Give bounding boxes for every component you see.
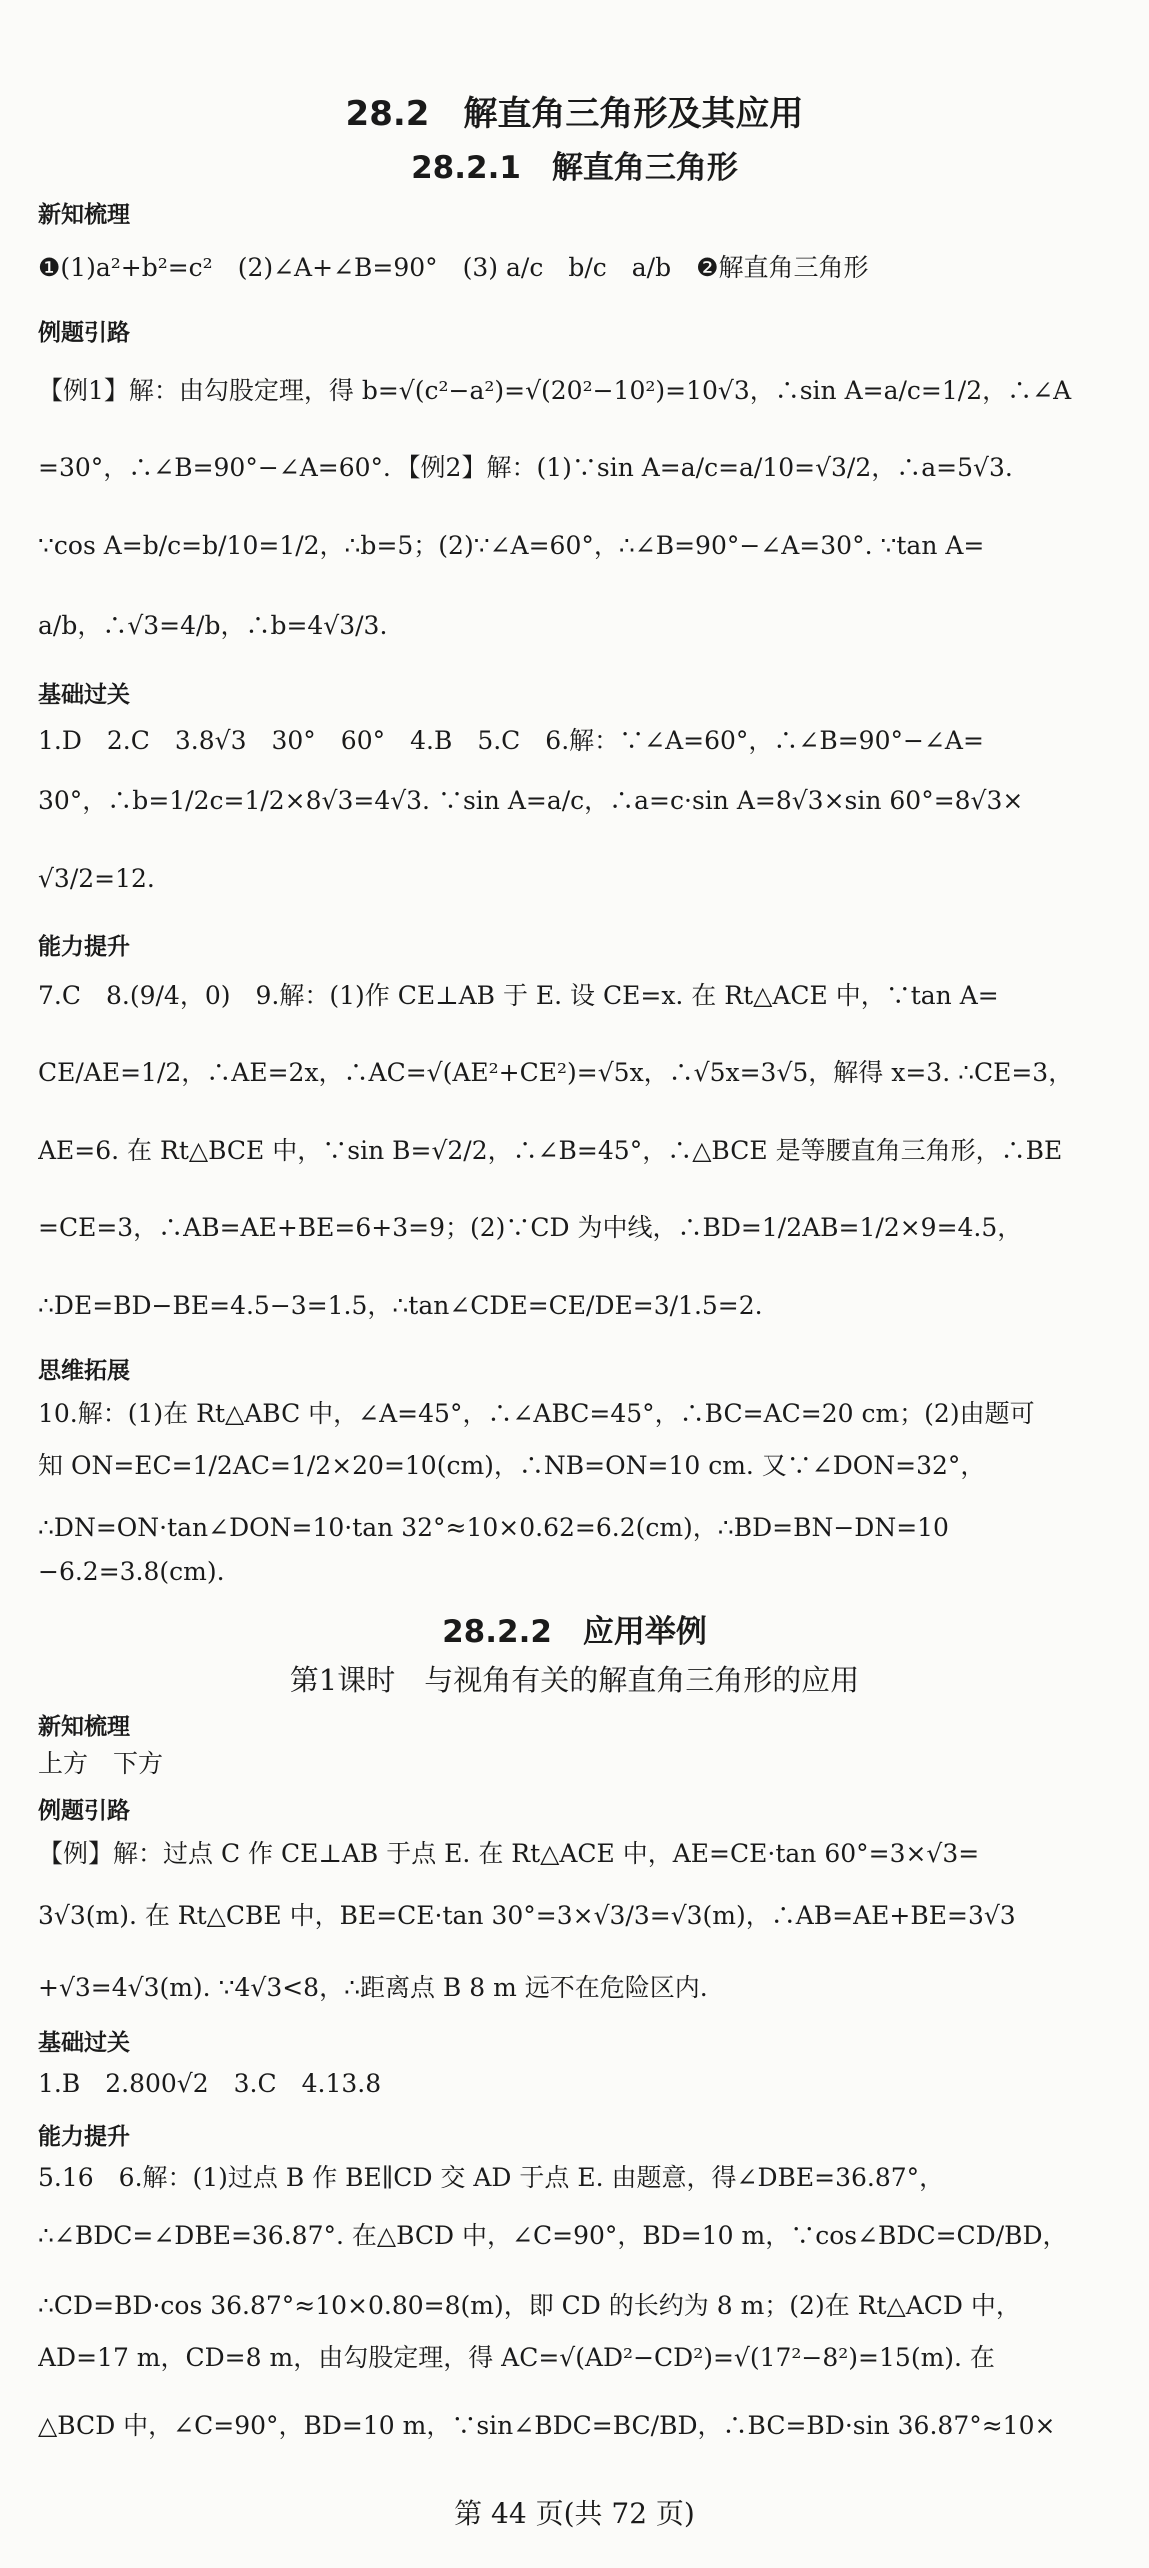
siwei-line: 10.解：(1)在 Rt△ABC 中，∠A=45°，∴∠ABC=45°，∴BC=AC=20 cm；(2)由题可 xyxy=(38,1399,1035,1428)
heading-nengli: 能力提升 xyxy=(38,934,130,960)
jichu-line: 30°，∴b=1/2c=1/2×8√3=4√3. ∵sin A=a/c，∴a=c·sin A=8√3×sin 60°=8√3× xyxy=(38,786,1024,815)
liti-line: 3√3(m). 在 Rt△CBE 中，BE=CE·tan 30°=3×√3/3=√3(m)，∴AB=AE+BE=3√3 xyxy=(38,1901,1016,1930)
section-title: 28.2 解直角三角形及其应用 xyxy=(345,94,804,134)
jichu-line: √3/2=12. xyxy=(38,864,155,893)
jichu-line: 1.D 2.C 3.8√3 30° 60° 4.B 5.C 6.解：∵∠A=60°，∴∠B=90°−∠A= xyxy=(38,726,984,755)
siwei-line: ∴DN=ON·tan∠DON=10·tan 32°≈10×0.62=6.2(cm)，∴BD=BN−DN=10 xyxy=(38,1513,949,1542)
nengli-line: ∴DE=BD−BE=4.5−3=1.5，∴tan∠CDE=CE/DE=3/1.5=2. xyxy=(38,1291,763,1320)
heading-xinzhi: 新知梳理 xyxy=(38,1714,130,1740)
heading-siwei: 思维拓展 xyxy=(38,1358,130,1384)
nengli-line: AD=17 m，CD=8 m，由勾股定理，得 AC=√(AD²−CD²)=√(17²−8²)=15(m). 在 xyxy=(38,2343,995,2372)
heading-jichu: 基础过关 xyxy=(38,2030,130,2056)
liti-line: +√3=4√3(m). ∵4√3<8，∴距离点 B 8 m 远不在危险区内. xyxy=(38,1973,708,2002)
nengli-line: ∴∠BDC=∠DBE=36.87°. 在△BCD 中，∠C=90°，BD=10 m，∵cos∠BDC=CD/BD， xyxy=(38,2221,1068,2250)
subsection-title: 28.2.1 解直角三角形 xyxy=(411,150,738,186)
nengli-line: ∴CD=BD·cos 36.87°≈10×0.80=8(m)，即 CD 的长约为 8 m；(2)在 Rt△ACD 中， xyxy=(38,2291,1021,2320)
heading-liti: 例题引路 xyxy=(38,1798,130,1824)
nengli-line: CE/AE=1/2，∴AE=2x，∴AC=√(AE²+CE²)=√5x，∴√5x=3√5，解得 x=3. ∴CE=3， xyxy=(38,1058,1074,1087)
liti-line: a/b，∴√3=4/b，∴b=4√3/3. xyxy=(38,611,388,640)
siwei-line: −6.2=3.8(cm). xyxy=(38,1557,225,1586)
liti-line: 【例1】解：由勾股定理，得 b=√(c²−a²)=√(20²−10²)=10√3，∴sin A=a/c=1/2，∴∠A xyxy=(38,376,1072,405)
heading-xinzhi: 新知梳理 xyxy=(38,202,130,228)
xinzhi-line: 上方 下方 xyxy=(38,1749,164,1778)
xinzhi-line: ❶(1)a²+b²=c² (2)∠A+∠B=90° (3) a/c b/c a/b ❷解直角三角形 xyxy=(38,253,869,282)
page-number: 第 44 页(共 72 页) xyxy=(454,2497,695,2530)
nengli-line: =CE=3，∴AB=AE+BE=6+3=9；(2)∵CD 为中线，∴BD=1/2AB=1/2×9=4.5， xyxy=(38,1213,1023,1242)
liti-line: 【例】解：过点 C 作 CE⊥AB 于点 E. 在 Rt△ACE 中，AE=CE·tan 60°=3×√3= xyxy=(38,1839,980,1868)
heading-nengli: 能力提升 xyxy=(38,2124,130,2150)
section-title: 28.2.2 应用举例 xyxy=(442,1614,707,1650)
liti-line: ∵cos A=b/c=b/10=1/2，∴b=5；(2)∵∠A=60°，∴∠B=90°−∠A=30°. ∵tan A= xyxy=(38,531,985,560)
siwei-line: 知 ON=EC=1/2AC=1/2×20=10(cm)，∴NB=ON=10 cm. 又∵∠DON=32°， xyxy=(38,1451,986,1480)
heading-liti: 例题引路 xyxy=(38,320,130,346)
nengli-line: 5.16 6.解：(1)过点 B 作 BE∥CD 交 AD 于点 E. 由题意，得∠DBE=36.87°， xyxy=(38,2163,945,2192)
heading-jichu: 基础过关 xyxy=(38,682,130,708)
nengli-line: △BCD 中，∠C=90°，BD=10 m，∵sin∠BDC=BC/BD，∴BC=BD·sin 36.87°≈10× xyxy=(38,2411,1056,2440)
lesson-title: 第1课时 与视角有关的解直角三角形的应用 xyxy=(289,1663,860,1697)
nengli-line: 7.C 8.(9/4，0) 9.解：(1)作 CE⊥AB 于 E. 设 CE=x. 在 Rt△ACE 中，∵tan A= xyxy=(38,981,999,1010)
liti-line: =30°，∴∠B=90°−∠A=60°．【例2】解：(1)∵sin A=a/c=a/10=√3/2，∴a=5√3. xyxy=(38,453,1013,482)
nengli-line: AE=6. 在 Rt△BCE 中，∵sin B=√2/2，∴∠B=45°，∴△BCE 是等腰直角三角形，∴BE xyxy=(38,1136,1063,1165)
jichu-line: 1.B 2.800√2 3.C 4.13.8 xyxy=(38,2069,382,2098)
